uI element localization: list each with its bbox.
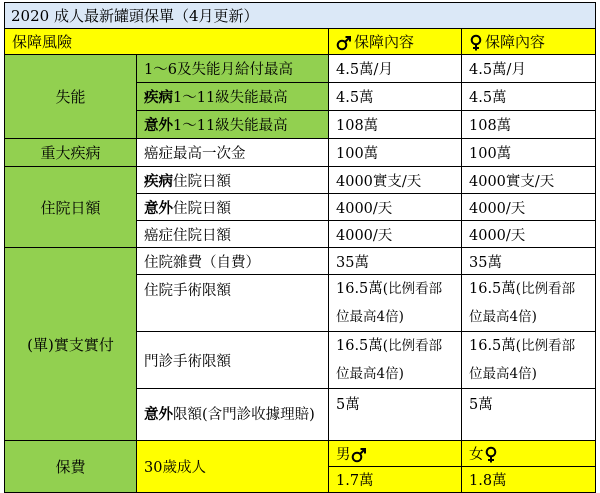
row-female-value: 4000/天 bbox=[462, 194, 596, 221]
row-item: 意外1～11級失能最高 bbox=[137, 111, 329, 139]
premium-male-label: 男 bbox=[329, 441, 462, 467]
row-male-value: 16.5萬(比例看部位最高4倍) bbox=[329, 275, 462, 332]
table-title: 2020 成人最新罐頭保單（4月更新） bbox=[5, 3, 596, 29]
header-row bbox=[5, 29, 596, 55]
row-male-value: 100萬 bbox=[329, 139, 462, 167]
table-row bbox=[5, 55, 596, 83]
row-female-value: 5萬 bbox=[462, 389, 596, 441]
row-male-value: 4000/天 bbox=[329, 194, 462, 221]
row-item: 癌症住院日額 bbox=[137, 221, 329, 248]
row-item: 意外限額(含門診收據理賠) bbox=[137, 389, 329, 441]
premium-male-value: 1.7萬 bbox=[329, 467, 462, 493]
row-item: 住院雜費（自費） bbox=[137, 248, 329, 275]
row-female-value: 4.5萬 bbox=[462, 83, 596, 111]
premium-item: 30歲成人 bbox=[137, 441, 329, 493]
row-item: 門診手術限額 bbox=[137, 332, 329, 389]
row-item: 住院手術限額 bbox=[137, 275, 329, 332]
section-premium: 保費 bbox=[5, 441, 137, 493]
row-item: 意外住院日額 bbox=[137, 194, 329, 221]
section-hospital-daily: 住院日額 bbox=[5, 167, 137, 248]
row-female-value: 16.5萬(比例看部位最高4倍) bbox=[462, 275, 596, 332]
premium-female-label: 女 bbox=[462, 441, 596, 467]
female-symbol-icon bbox=[484, 446, 498, 463]
row-male-value: 16.5萬(比例看部位最高4倍) bbox=[329, 332, 462, 389]
row-female-value: 100萬 bbox=[462, 139, 596, 167]
female-symbol-icon bbox=[469, 34, 483, 51]
row-female-value: 16.5萬(比例看部位最高4倍) bbox=[462, 332, 596, 389]
male-symbol-icon bbox=[336, 35, 352, 51]
row-male-value: 4000/天 bbox=[329, 221, 462, 248]
premium-row bbox=[5, 441, 596, 467]
row-female-value: 4000實支/天 bbox=[462, 167, 596, 194]
row-female-value: 35萬 bbox=[462, 248, 596, 275]
header-female-coverage bbox=[462, 29, 596, 55]
section-critical-illness: 重大疾病 bbox=[5, 139, 137, 167]
table-row bbox=[5, 248, 596, 275]
header-male-label: 保障內容 bbox=[354, 33, 415, 51]
row-male-value: 4.5萬/月 bbox=[329, 55, 462, 83]
header-male-coverage bbox=[329, 29, 462, 55]
table-row bbox=[5, 167, 596, 194]
premium-female-value: 1.8萬 bbox=[462, 467, 596, 493]
row-male-value: 4.5萬 bbox=[329, 83, 462, 111]
insurance-plan-table bbox=[4, 2, 596, 493]
table-row bbox=[5, 139, 596, 167]
row-item: 疾病1～11級失能最高 bbox=[137, 83, 329, 111]
row-male-value: 108萬 bbox=[329, 111, 462, 139]
header-risk: 保障風險 bbox=[5, 29, 329, 55]
row-item: 癌症最高一次金 bbox=[137, 139, 329, 167]
row-item: 疾病住院日額 bbox=[137, 167, 329, 194]
header-female-label: 保障內容 bbox=[485, 33, 546, 51]
section-disability: 失能 bbox=[5, 55, 137, 139]
row-female-value: 108萬 bbox=[462, 111, 596, 139]
row-item: 1～6及失能月給付最高 bbox=[137, 55, 329, 83]
section-reimbursement: (單)實支實付 bbox=[5, 248, 137, 441]
row-female-value: 4000/天 bbox=[462, 221, 596, 248]
male-symbol-icon bbox=[351, 447, 367, 463]
row-male-value: 35萬 bbox=[329, 248, 462, 275]
row-male-value: 4000實支/天 bbox=[329, 167, 462, 194]
row-female-value: 4.5萬/月 bbox=[462, 55, 596, 83]
title-row bbox=[5, 3, 596, 29]
row-male-value: 5萬 bbox=[329, 389, 462, 441]
